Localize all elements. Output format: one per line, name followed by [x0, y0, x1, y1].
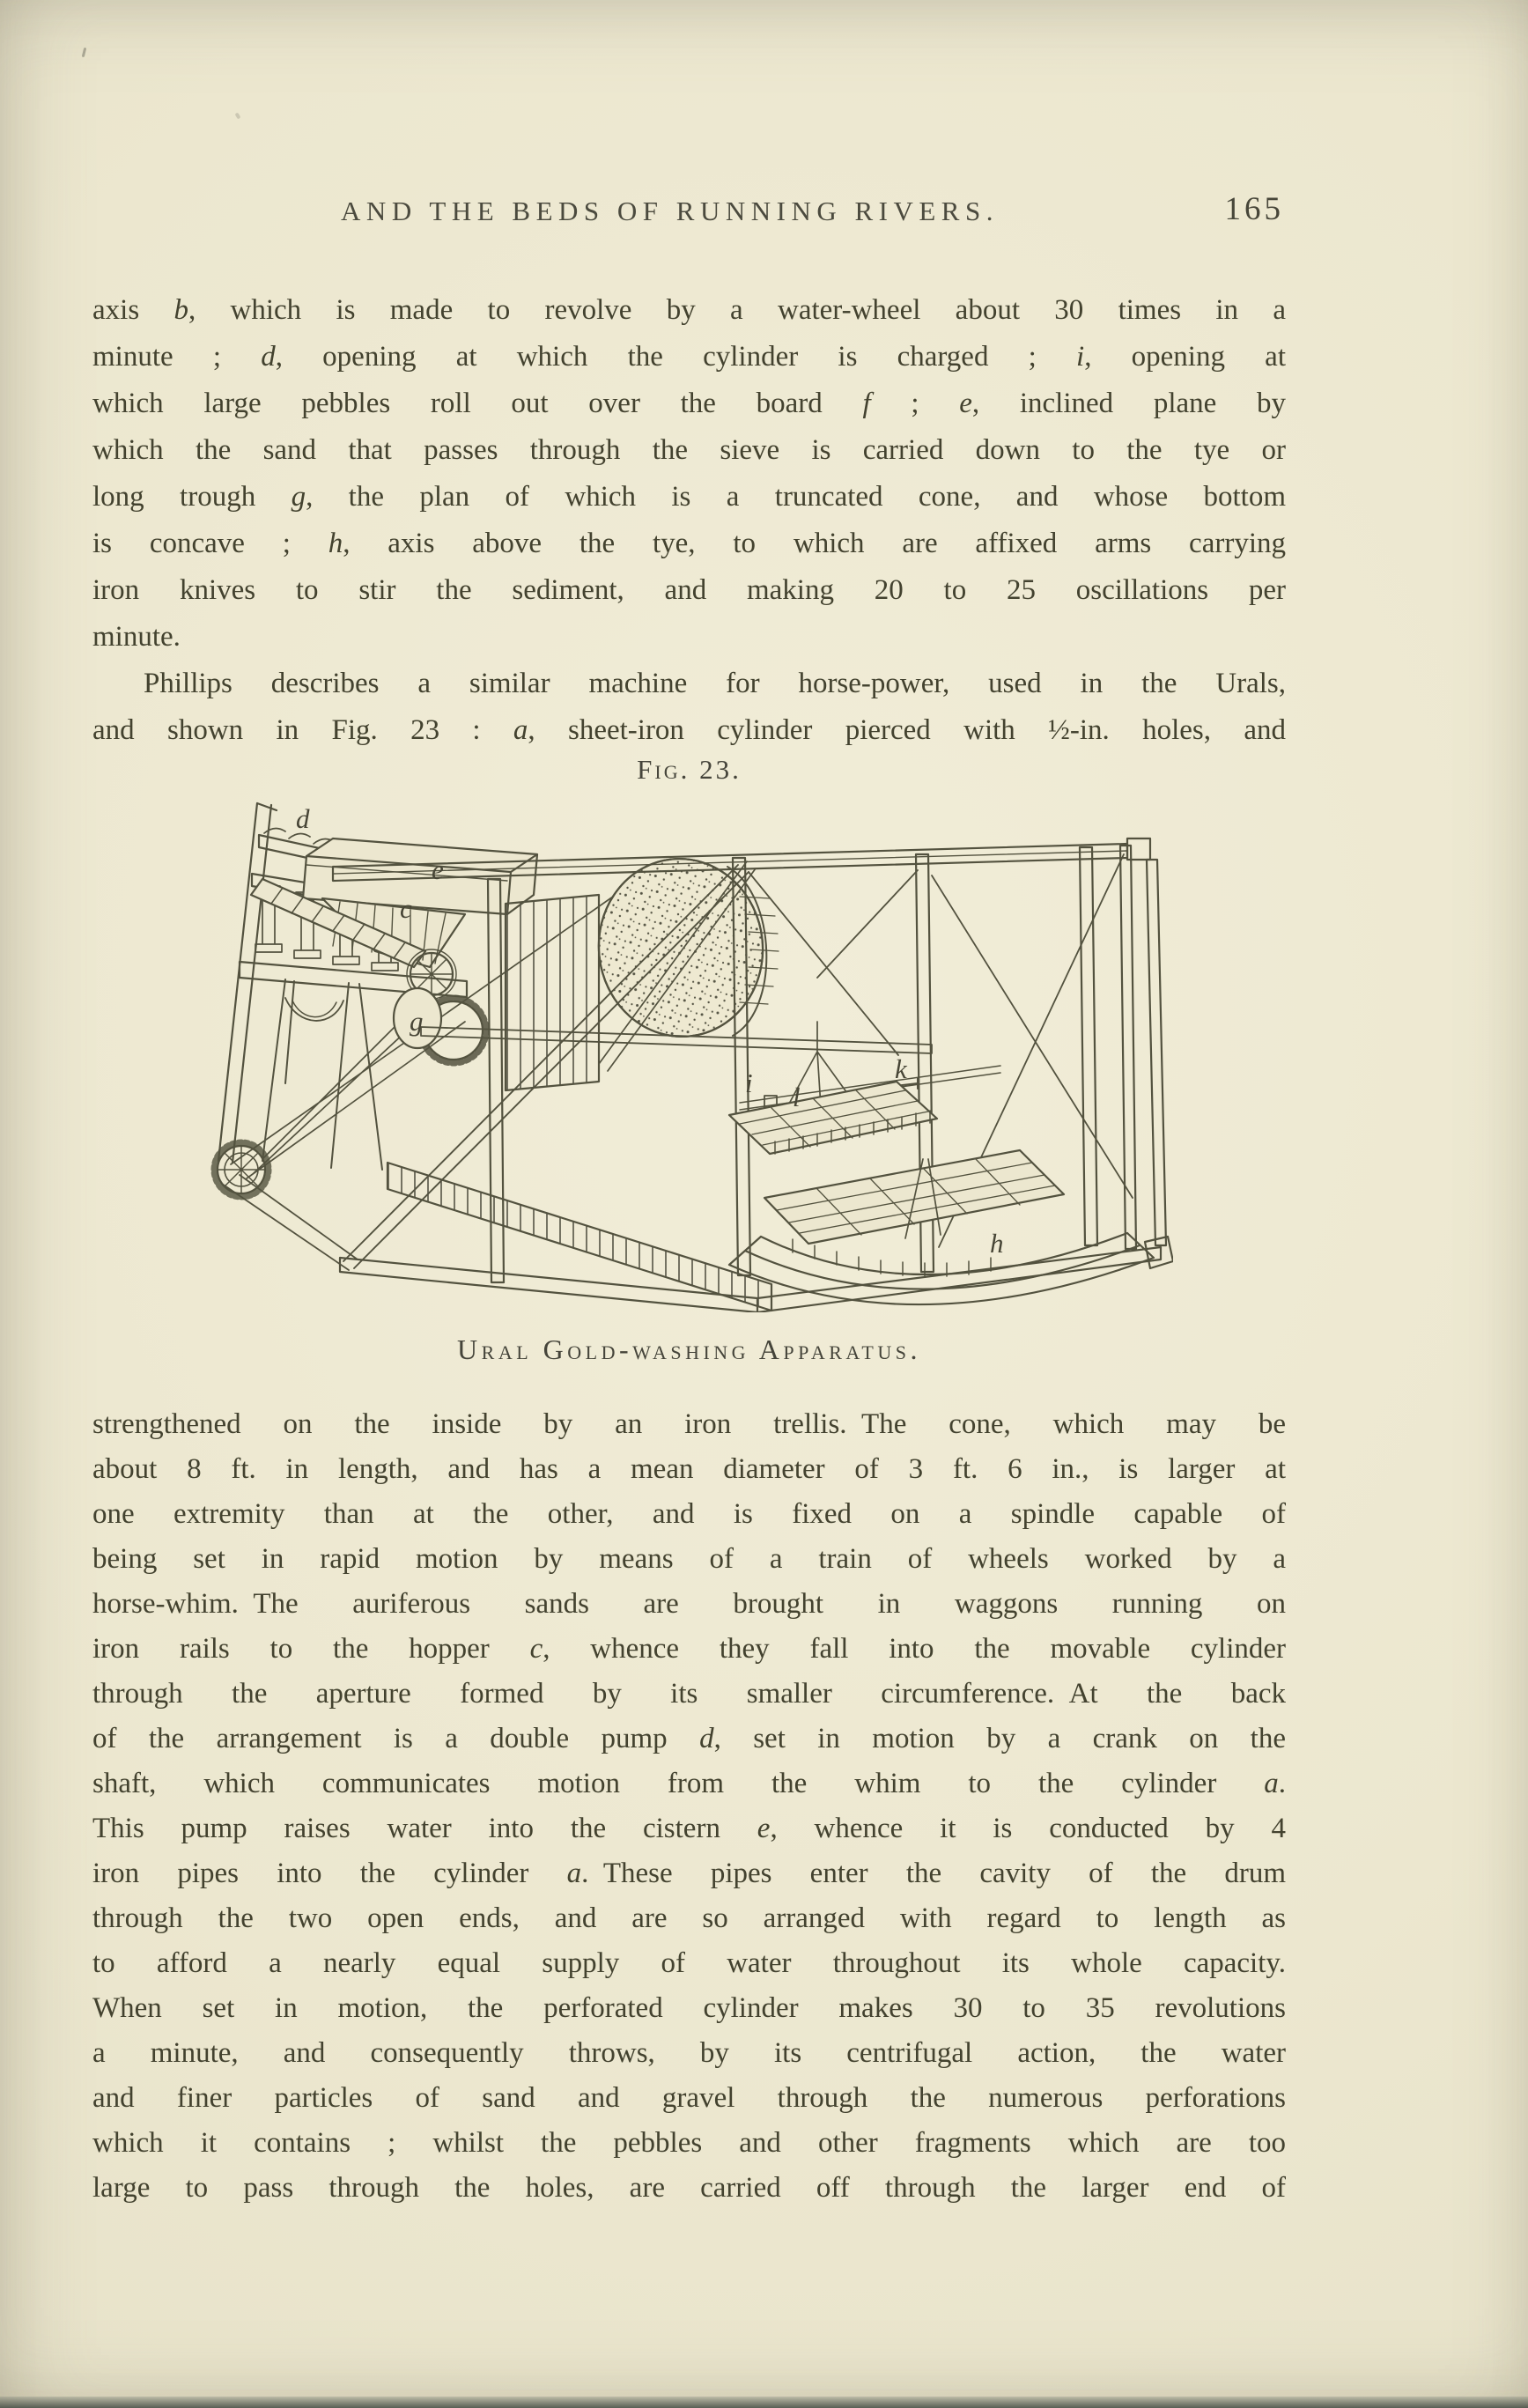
text-line: is concave ; h, axis above the tye, to which are affixed arms carrying: [92, 528, 1286, 559]
text-line: minute.: [92, 621, 181, 653]
figure-title: Ural Gold-washing Apparatus.: [457, 1333, 921, 1365]
ink-speck: [82, 48, 87, 57]
text-line: which it contains ; whilst the pebbles and other fragments which are too: [92, 2127, 1286, 2159]
text-line: minute ; d, opening at which the cylinder is charged ; i, opening at: [92, 341, 1286, 373]
text-line: shaft, which communicates motion from the whim to the cylinder a.: [92, 1768, 1286, 1799]
text-line: iron rails to the hopper c, whence they fall into the movable cylinder: [92, 1633, 1287, 1665]
text-line: and finer particles of sand and gravel through the numerous perforations: [92, 2082, 1286, 2114]
paragraph-cone-description: [92, 1402, 1286, 2211]
page-header: [92, 191, 1286, 236]
text-line: iron pipes into the cylinder a. These pipes enter the cavity of the drum: [92, 1858, 1287, 1889]
ink-speck: [235, 112, 241, 119]
text-line: axis b, which is made to revolve by a water-wheel about 30 times in a: [92, 294, 1286, 326]
running-title: AND THE BEDS OF RUNNING RIVERS.: [341, 196, 999, 226]
text-line: of the arrangement is a double pump d, set in motion by a crank on the: [92, 1723, 1286, 1754]
gold-washing-apparatus-drawing: [201, 791, 1173, 1312]
text-line: strengthened on the inside by an iron trellis. The cone, which may be: [92, 1408, 1286, 1440]
scan-edge: [0, 2397, 1528, 2408]
text-line: large to pass through the holes, are carried off through the larger end of: [92, 2172, 1286, 2204]
label-l: l: [793, 1082, 801, 1112]
label-i: i: [745, 1067, 753, 1098]
text-line: This pump raises water into the cistern e, whence it is conducted by 4: [92, 1813, 1287, 1844]
text-line: which large pebbles roll out over the board f ; e, inclined plane by: [92, 388, 1287, 419]
label-c: c: [400, 893, 412, 924]
text-line: a minute, and consequently throws, by its centrifugal action, the water: [92, 2037, 1286, 2069]
text-line: being set in rapid motion by means of a train of wheels worked by a: [92, 1543, 1286, 1575]
paragraph-machine-parts: [92, 287, 1286, 661]
text-line: long trough g, the plan of which is a truncated cone, and whose bottom: [92, 481, 1287, 513]
text-line: Phillips describes a similar machine for horse-power, used in the Urals,: [144, 668, 1286, 699]
text-line: through the two open ends, and are so arranged with regard to length as: [92, 1902, 1286, 1934]
label-k: k: [895, 1053, 907, 1084]
text-line: one extremity than at the other, and is fixed on a spindle capable of: [92, 1498, 1286, 1530]
text-line: about 8 ft. in length, and has a mean diameter of 3 ft. 6 in., is larger at: [92, 1453, 1286, 1485]
text-line: horse-whim. The auriferous sands are brought in waggons running on: [92, 1588, 1286, 1620]
text-line: When set in motion, the perforated cylinder makes 30 to 35 revolutions: [92, 1992, 1286, 2024]
text-line: which the sand that passes through the sieve is carried down to the tye or: [92, 434, 1286, 466]
figure-caption: Fig. 23.: [637, 754, 742, 785]
text-line: through the aperture formed by its smaller circumference. At the back: [92, 1678, 1286, 1710]
figure-23-illustration: [201, 791, 1173, 1312]
label-e: e: [432, 854, 444, 885]
label-d: d: [296, 803, 310, 834]
paragraph-phillips: [92, 661, 1286, 754]
label-g: g: [410, 1006, 424, 1037]
text-line: and shown in Fig. 23 : a, sheet-iron cylinder pierced with ½-in. holes, and: [92, 714, 1286, 746]
text-line: iron knives to stir the sediment, and making 20 to 25 oscillations per: [92, 574, 1286, 606]
gear-train: [394, 949, 486, 1063]
label-h: h: [990, 1228, 1004, 1259]
text-line: to afford a nearly equal supply of water throughout its whole capacity.: [92, 1947, 1286, 1979]
water-wheel: [214, 1142, 269, 1197]
page-number: 165: [1224, 191, 1284, 227]
